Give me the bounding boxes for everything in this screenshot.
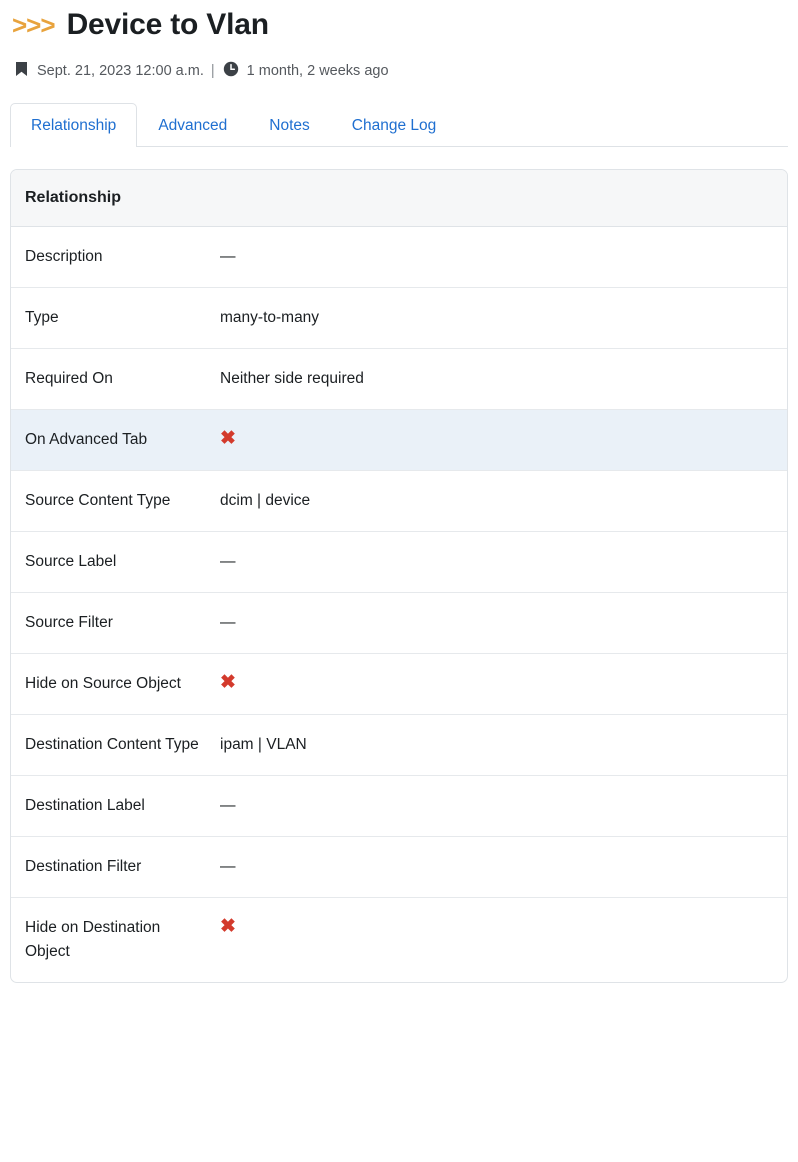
meta-row [14,61,788,81]
row-value: Neither side required [220,370,364,388]
chevrons-icon: >>> [12,9,55,40]
row-label: Source Label [25,553,117,571]
row-label: Type [25,309,59,327]
row-label: Source Filter [25,614,113,632]
clock-icon [223,61,239,81]
row-label: Destination Label [25,797,145,815]
table-row [11,837,787,898]
row-label: Required On [25,370,113,388]
table-row [11,471,787,532]
row-value: ipam | VLAN [220,736,307,754]
table-row [11,532,787,593]
row-value [216,898,787,983]
table-row [11,288,787,349]
row-value [216,410,787,471]
page-title: Device to Vlan [66,8,269,41]
relationship-detail-table [11,227,787,982]
row-label: Source Content Type [25,492,171,510]
row-value: many-to-many [220,309,320,327]
row-label: Hide on Destination Object [25,919,161,961]
relative-time: 1 month, 2 weeks ago [246,63,389,79]
false-icon: ✖ [220,672,236,694]
table-row [11,776,787,837]
false-icon: ✖ [220,916,236,938]
row-label: Destination Filter [25,858,142,876]
row-value: — [220,858,236,876]
card-title: Relationship [11,170,787,227]
row-label: Description [25,248,103,265]
table-row [11,715,787,776]
tab-bar [10,103,788,147]
meta-separator: | [210,63,215,79]
table-row [11,593,787,654]
created-date: Sept. 21, 2023 12:00 a.m. [37,63,204,79]
table-row [11,227,787,288]
table-row [11,410,787,471]
table-row [11,349,787,410]
row-label: Destination Content Type [25,736,199,754]
false-icon: ✖ [220,428,236,450]
row-value: dcim | device [220,492,311,510]
page-header [12,0,788,41]
relationship-card [10,169,788,983]
row-value [216,654,787,715]
tab-change-log[interactable]: Change Log [351,117,437,134]
row-value: — [220,614,236,632]
tab-advanced[interactable]: Advanced [158,117,228,134]
table-row [11,654,787,715]
tab-relationship[interactable]: Relationship [10,103,137,147]
table-row [11,898,787,983]
row-value: — [220,553,236,571]
row-label: On Advanced Tab [25,431,148,449]
tab-notes[interactable]: Notes [269,117,310,134]
bookmark-icon [14,61,29,81]
row-value: — [220,797,236,815]
row-value: — [220,248,236,265]
row-label: Hide on Source Object [25,675,181,693]
